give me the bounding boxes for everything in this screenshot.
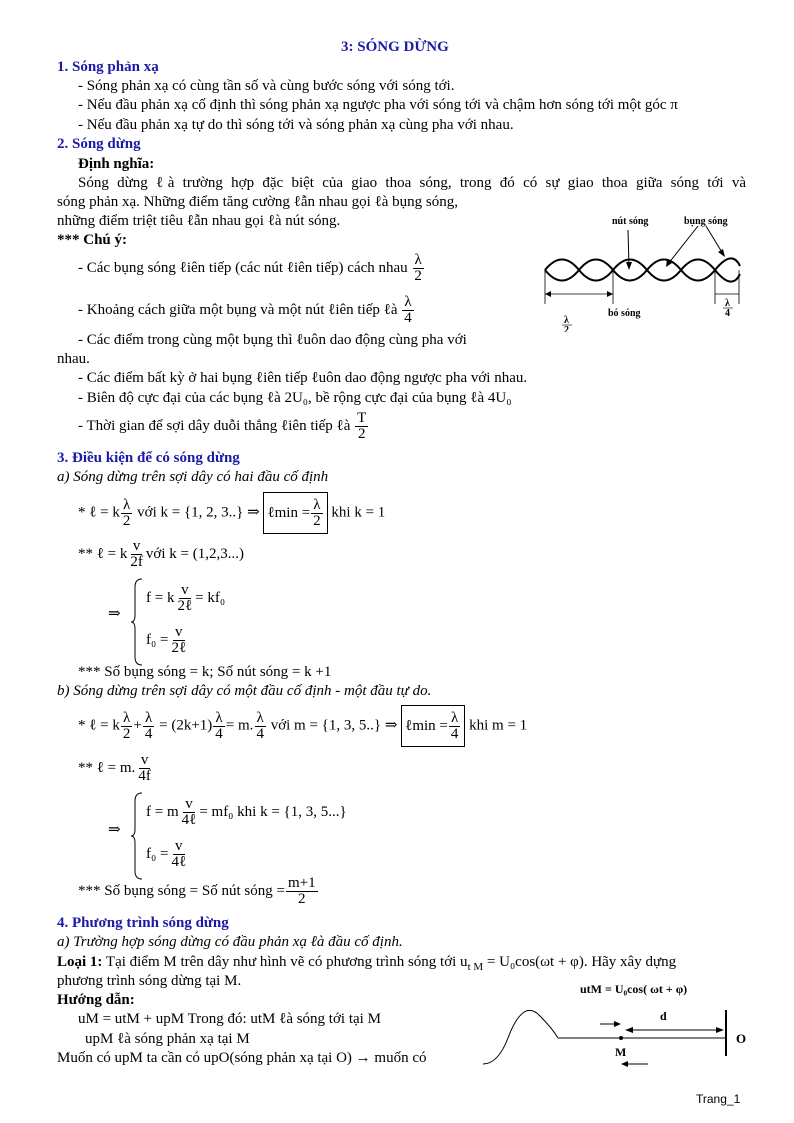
s3-b-formula-1: * ℓ = k $\frac{\lambda}{2}$ + $\frac{\lambda}{4}$ = (2k+1) $\frac{\lambda}{4}$ = m. $\frac{\lambda}{4}$ với m = {1, 3, 5..} ⇒ ℓmin = $\frac{\lambda}{4}$ khi m = 1	[78, 705, 527, 747]
guide-line-3: Muốn có upM ta cần có upO(sóng phản xạ tại O) → muốn có	[57, 1050, 427, 1066]
implies-a: ⇒	[108, 606, 121, 622]
s3-a-formula-1: * ℓ = k $\frac{\lambda}{2}$ với k = {1, 2, 3..} ⇒ ℓmin = $\frac{\lambda}{2}$ khi k = 1	[78, 492, 385, 534]
fraction-T-2: $\frac{T}{2}$	[357, 410, 367, 443]
implies-b: ⇒	[108, 822, 121, 838]
label-d: d	[660, 1009, 667, 1023]
label-lambda-2-den: 2	[564, 325, 569, 332]
s3-a-count: *** Số bụng sóng = k; Số nút sóng = k +1	[78, 664, 332, 680]
s4-loai-1-line-2: phương trình sóng dừng tại M.	[57, 973, 242, 989]
definition-line-3: những điểm triệt tiêu ℓẫn nhau gọi ℓà nút sóng.	[57, 213, 341, 229]
guide-line-2: upM ℓà sóng phản xạ tại M	[85, 1031, 250, 1047]
section-3-heading: 3. Điều kiện để có sóng dừng	[57, 450, 240, 466]
label-bo-song: bó sóng	[608, 308, 641, 319]
s1-bullet-1: - Sóng phản xạ có cùng tần số và cùng bước sóng với sóng tới.	[78, 78, 455, 94]
page-number: Trang_1	[696, 1092, 741, 1106]
page-title: 3: SÓNG DỪNG	[341, 39, 449, 55]
system-b-line-2: f₀ = $\frac{v}{\text{4ℓ}}$	[146, 838, 187, 871]
label-bung-song: bụng sóng	[684, 216, 728, 227]
s3-b-formula-2: ** ℓ = m. $\frac{v}{4f}$	[78, 752, 151, 785]
note-6	[78, 408, 369, 444]
s4-case-a: a) Trường hợp sóng dừng có đầu phản xạ ℓà đầu cố định.	[57, 934, 403, 950]
system-a-line-2: f₀ = $\frac{v}{\text{2ℓ}}$	[146, 624, 187, 657]
label-O: O	[736, 1031, 747, 1046]
note-2-text: - Khoảng cách giữa một bụng và một nút ℓiên tiếp ℓà	[78, 302, 398, 318]
note-1-text: - Các bụng sóng ℓiên tiếp (các nút ℓiên tiếp) cách nhau	[78, 260, 408, 276]
note-4: - Các điểm bất kỳ ở hai bụng ℓiên tiếp ℓuôn dao động ngược pha với nhau.	[78, 370, 528, 386]
fraction-lambda-2: $\frac{\lambda}{2}$	[414, 252, 422, 285]
label-lambda-4-den: 4	[725, 308, 730, 319]
s1-bullet-2: - Nếu đầu phản xạ cố định thì sóng phản xạ ngược pha với sóng tới và chậm hơn sóng tới một góc π	[78, 97, 678, 113]
system-b-line-1: f = m $\frac{v}{\text{4ℓ}}$ = mf₀ khi k = {1, 3, 5...}	[146, 796, 347, 829]
reflection-diagram	[478, 998, 758, 1070]
definition-line-1: Sóng dừng ℓà trường hợp đặc biệt của giao thoa sóng, trong đó có sự giao thoa giữa sóng tới và	[78, 175, 746, 191]
label-nut-song: nút sóng	[612, 216, 649, 227]
note-3a: - Các điểm trong cùng một bụng thì ℓuôn dao động cùng pha với	[78, 332, 467, 348]
brace-a	[130, 577, 144, 667]
s3-a-formula-2: ** ℓ = k $\frac{v}{2f}$ với k = (1,2,3...)	[78, 538, 244, 571]
s3-case-a: a) Sóng dừng trên sợi dây có hai đầu cố định	[57, 469, 329, 485]
label-M: M	[615, 1045, 627, 1059]
section-4-heading: 4. Phương trình sóng dừng	[57, 915, 229, 931]
note-1	[78, 250, 425, 286]
system-a-line-1: f = k $\frac{v}{\text{2ℓ}}$ = kf₀	[146, 582, 226, 615]
section-2-heading: 2. Sóng dừng	[57, 136, 141, 152]
standing-wave-diagram	[540, 212, 745, 332]
definition-label: Định nghĩa:	[78, 156, 155, 172]
lmin-box-a: ℓmin = $\frac{\lambda}{2}$	[263, 492, 327, 534]
fraction-lambda-4: $\frac{\lambda}{4}$	[404, 294, 412, 327]
brace-b	[130, 791, 144, 881]
s3-case-b: b) Sóng dừng trên sợi dây có một đầu cố định - một đầu tự do.	[57, 683, 432, 699]
guide-label: Hướng dẫn:	[57, 992, 135, 1008]
s4-loai-1: Loại 1: Tại điểm M trên dây như hình vẽ có phương trình sóng tới $u_{t M} = U_0\cos(\omega t + \varphi)$. Hãy xây dựng	[57, 954, 677, 973]
note-2	[78, 292, 415, 328]
note-label: *** Chú ý:	[57, 232, 128, 248]
section-1-heading: 1. Sóng phản xạ	[57, 59, 159, 75]
label-lambda-2-num: λ	[564, 315, 569, 326]
lmin-box-b: ℓmin = $\frac{\lambda}{4}$	[401, 705, 465, 747]
note-5: - Biên độ cực đại của các bụng ℓà 2U₀, bề rộng cực đại của bụng ℓà 4U₀	[78, 390, 512, 406]
s3-b-count: *** Số bụng sóng = Số nút sóng = $\frac{m+1}{2}$	[78, 875, 316, 908]
note-3b: nhau.	[57, 351, 90, 367]
incident-wave-equation: utM = U₀cos( ωt + φ)	[580, 982, 688, 996]
label-lambda-4-num: λ	[725, 298, 730, 309]
s1-bullet-3: - Nếu đầu phản xạ tự do thì sóng tới và sóng phản xạ cùng pha với nhau.	[78, 117, 514, 133]
note-6-text: - Thời gian để sợi dây duỗi thẳng ℓiên tiếp ℓà	[78, 418, 351, 434]
guide-line-1: uM = utM + upM Trong đó: utM ℓà sóng tới tại M	[78, 1011, 381, 1027]
definition-line-2: sóng phản xạ. Những điểm tăng cường ℓẫn nhau gọi ℓà bụng sóng,	[57, 194, 459, 210]
